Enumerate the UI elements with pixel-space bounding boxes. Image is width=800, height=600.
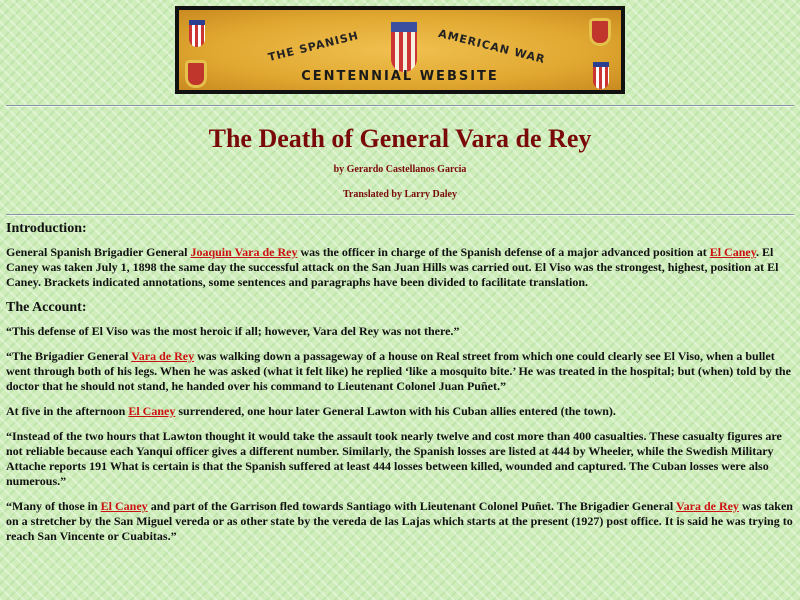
banner-text-right: AMERICAN WAR [437,26,547,67]
text: “Many of those in [6,499,101,513]
text: General Spanish Brigadier General [6,245,191,259]
link-vara-de-rey[interactable]: Vara de Rey [131,349,195,363]
banner-container [0,0,800,99]
text: At five in the afternoon [6,404,129,418]
translator-byline: Translated by Larry Daley [343,189,457,200]
account-paragraph [6,429,794,489]
link-el-caney[interactable]: El Caney [128,404,176,418]
text: was walking down a passageway of a house on Real street from which one could clearly see El Viso, when a bullet went through both of his legs. When he was asked (what it felt like) he replied ‘like a mosquito bite.’ He was treated in the hospital; but (when) told by the doctor that he should not stand, he handed over his command to Lieutenant Colonel Juan Puñet.” [6,349,791,393]
account-heading: The Account: [6,300,87,315]
center-shield-icon [391,22,417,72]
account-paragraph [6,349,794,394]
us-shield-icon [189,20,205,47]
intro-paragraph [6,245,794,290]
divider [6,105,794,106]
text: “Instead of the two hours that Lawton thought it would take the assault took nearly twelve and cost more than 400 casualties. These casualty figures are not reliable because each Yanqui officer gives a different number. Similarly, the Spanish losses are listed at 444 by Wheeler, while the Swedish Military Attache reports 191 What is certain is that the Spanish suffered at least 444 losses between killed, wounded and captured. The Cuban losses were also numerous.” [6,429,782,488]
divider [6,214,794,215]
link-joaquin-vara-de-rey[interactable]: Joaquin Vara de Rey [190,245,298,259]
text: “The Brigadier General [6,349,132,363]
text: was taken on a stretcher by the San Miguel vereda or as other state by the vereda de las Lajas which starts at the present (1927) post office. It is said he was trying to reach San Vincente or Cuabitas.” [6,499,793,543]
page-title: The Death of General Vara de Rey [208,124,592,153]
link-el-caney[interactable]: El Caney [100,499,148,513]
centennial-banner [175,6,625,94]
text: . El Caney was taken July 1, 1898 the same day the successful attack on the San Juan Hills was carried out. El Viso was the strongest, highest, position at El Caney. Brackets indicated annotations, some sentences and paragraphs have been divided to facilitate translation. [6,245,779,289]
intro-heading: Introduction: [6,221,87,236]
text: surrendered, one hour later General Lawton with his Cuban allies entered (the town). [175,404,616,418]
text: was the officer in charge of the Spanish defense of a major advanced position at [297,245,710,259]
banner-subtitle: CENTENNIAL WEBSITE [301,69,499,84]
spanish-crest-icon [589,18,611,46]
link-vara-de-rey[interactable]: Vara de Rey [676,499,739,513]
article-body [0,221,800,544]
text: “This defense of El Viso was the most heroic if all; however, Vara del Rey was not there.” [6,324,460,338]
text: and part of the Garrison fled towards Santiago with Lieutenant Colonel Puñet. The Brigadier General [147,499,677,513]
account-paragraph [6,499,794,544]
banner-text-left: THE SPANISH [266,28,361,65]
account-paragraph [6,324,794,339]
link-el-caney[interactable]: El Caney [709,245,757,259]
author-byline: by Gerardo Castellanos Garcia [333,164,467,175]
account-paragraph [6,404,794,419]
